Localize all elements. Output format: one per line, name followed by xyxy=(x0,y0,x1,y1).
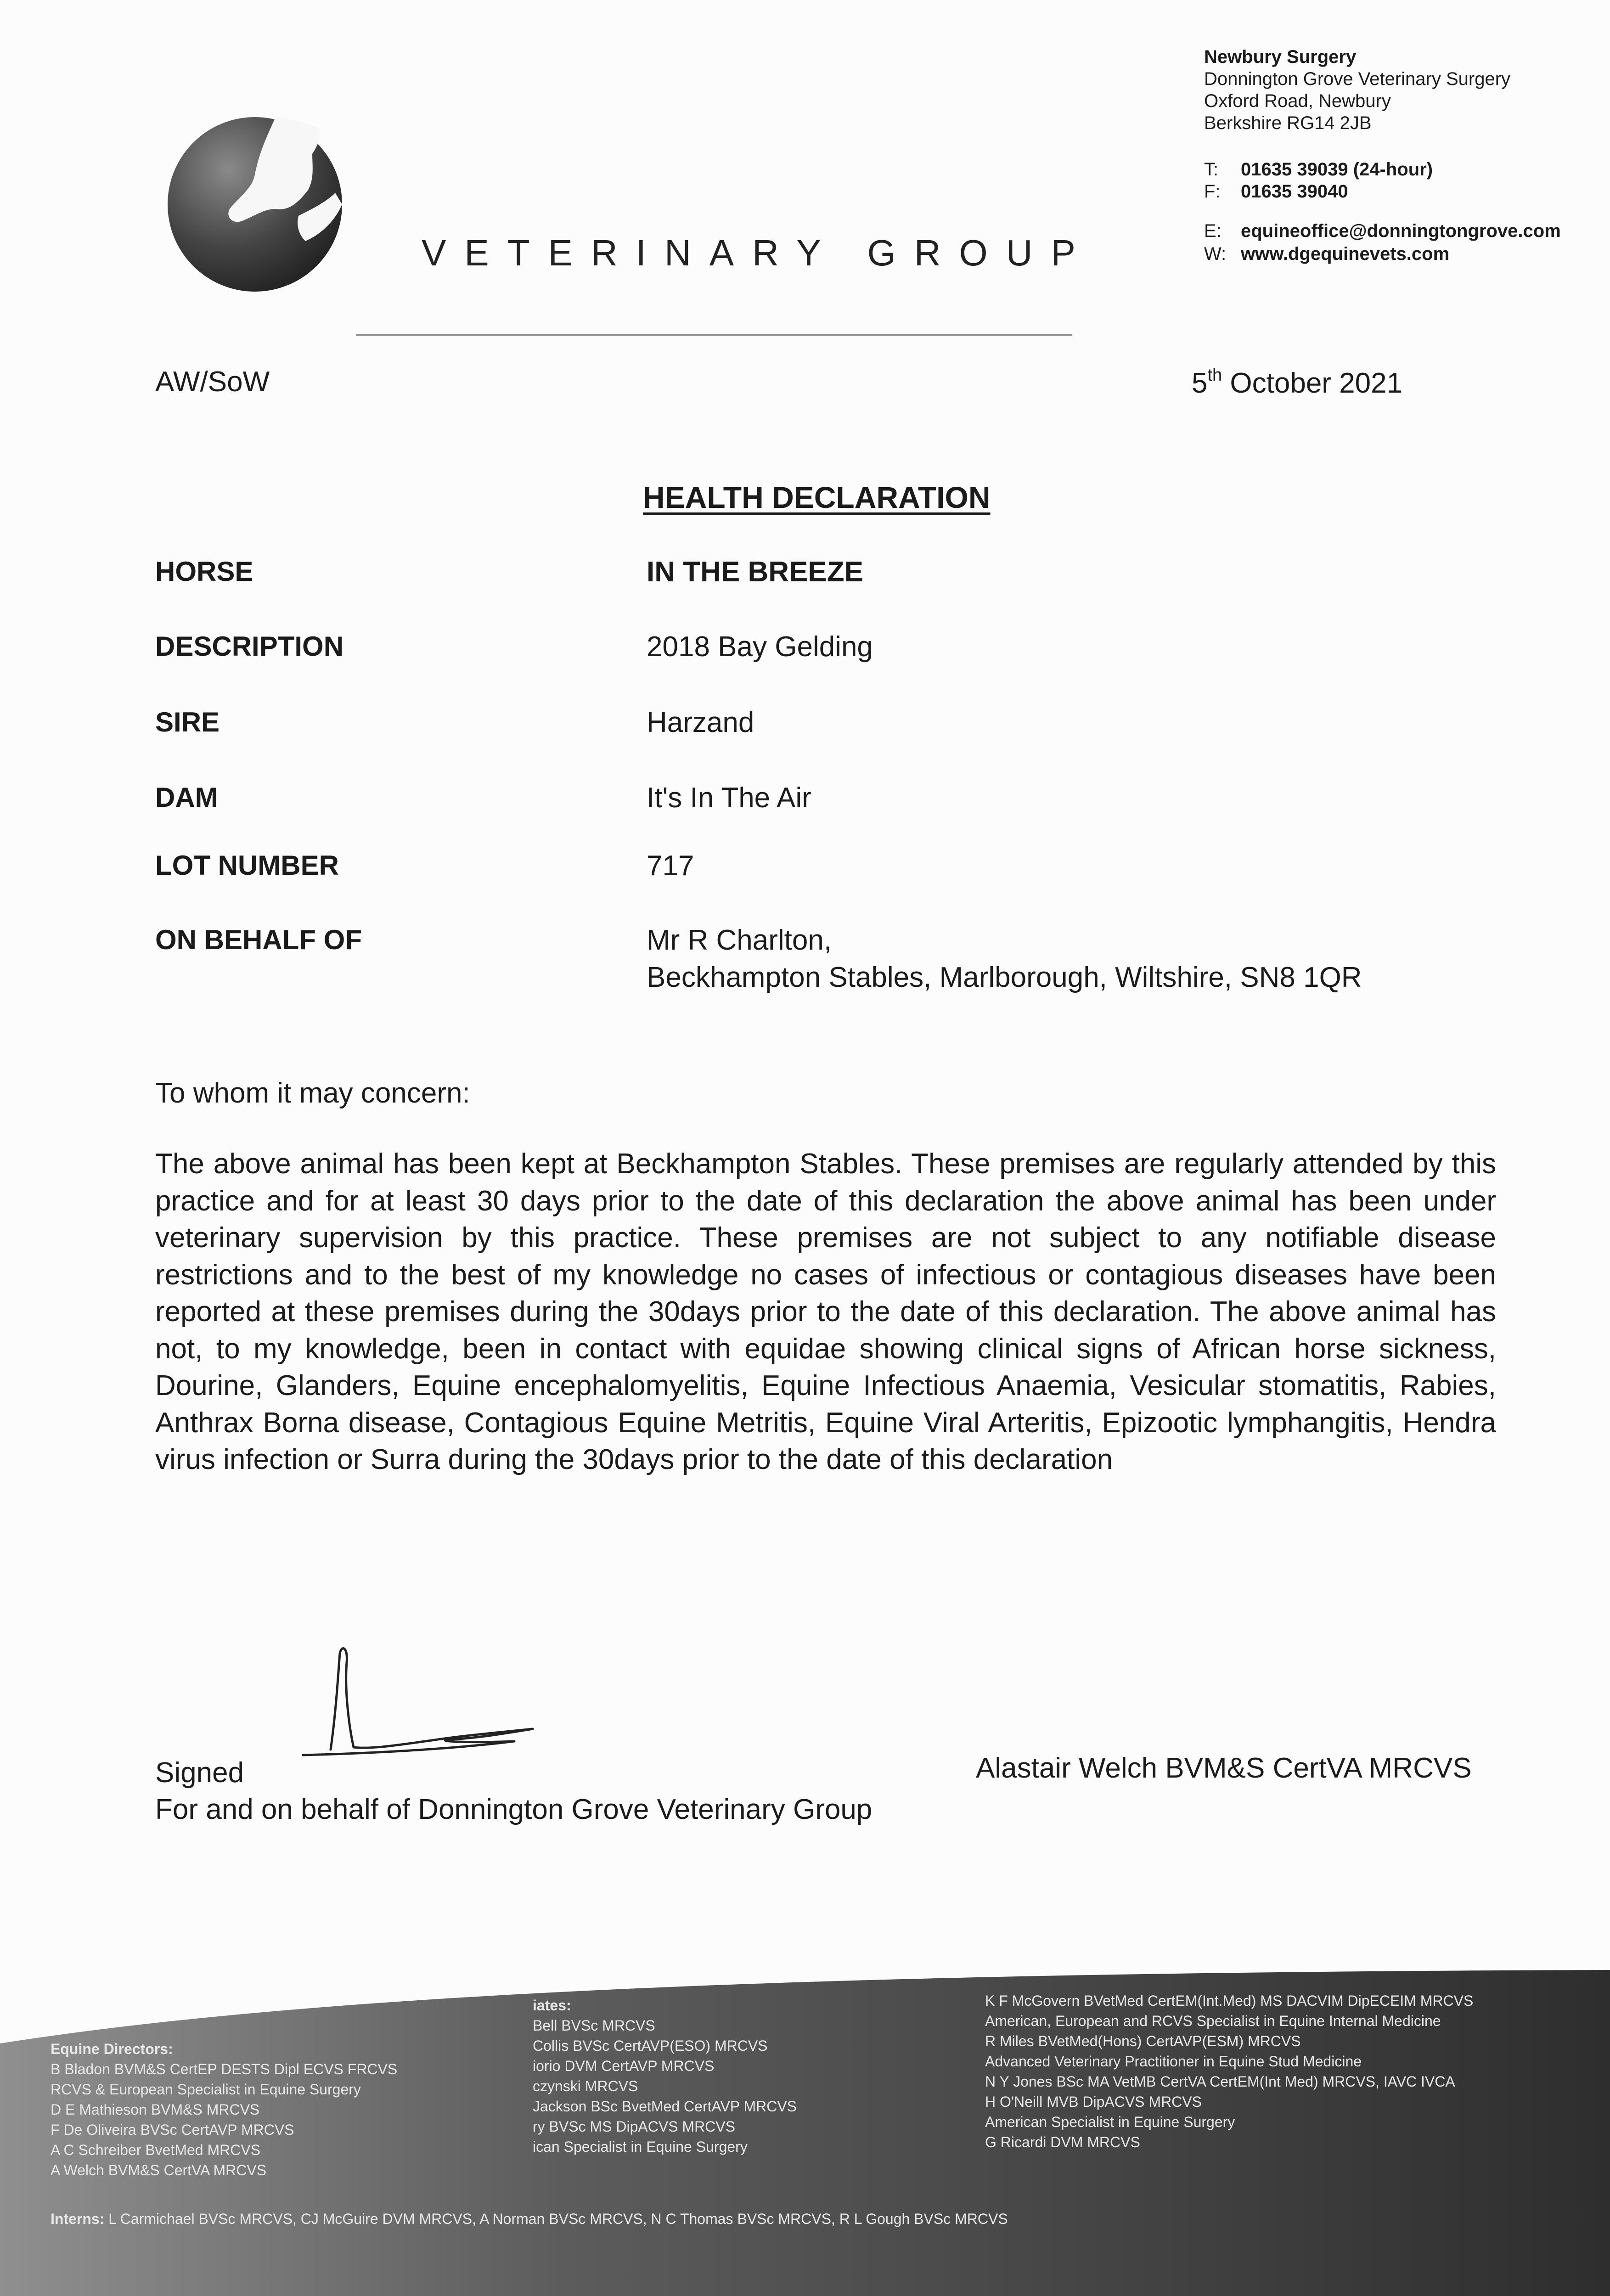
associate-line: Bell BVSc MRCVS xyxy=(533,2017,655,2034)
email-address: equineoffice@donningtongrove.com xyxy=(1241,221,1561,241)
greeting: To whom it may concern: xyxy=(155,1077,470,1109)
web-label: W: xyxy=(1204,244,1227,264)
associate-line: ican Specialist in Equine Surgery xyxy=(533,2138,748,2155)
group-name: VETERINARY GROUP xyxy=(422,232,1094,273)
director-line: A C Schreiber BvetMed MRCVS xyxy=(51,2142,261,2158)
letter-date: 5th October 2021 xyxy=(1192,366,1403,399)
footer-associates xyxy=(533,1995,797,2157)
associates-title: iates: xyxy=(533,1997,571,2014)
consultant-line: G Ricardi DVM MRCVS xyxy=(985,2134,1140,2150)
field-value-sire: Harzand xyxy=(647,707,754,738)
associate-line: Jackson BSc BvetMed CertAVP MRCVS xyxy=(533,2098,797,2115)
document-title: HEALTH DECLARATION xyxy=(643,480,991,514)
field-label-sire: SIRE xyxy=(155,707,220,737)
consultant-line: American Specialist in Equine Surgery xyxy=(985,2114,1235,2130)
footer-consultants xyxy=(985,1991,1473,2152)
signer-name: Alastair Welch BVM&S CertVA MRCVS xyxy=(976,1752,1472,1784)
field-label-lot-number: LOT NUMBER xyxy=(155,850,339,881)
letter-reference: AW/SoW xyxy=(155,366,270,398)
email-label: E: xyxy=(1204,221,1222,241)
field-value-on-behalf-of: Mr R Charlton, xyxy=(647,924,832,956)
address-line: Donnington Grove Veterinary Surgery xyxy=(1204,69,1511,89)
address-line: Oxford Road, Newbury xyxy=(1204,91,1391,111)
interns-list: L Carmichael BVSc MRCVS, CJ McGuire DVM MRCVS, A Norman BVSc MRCVS, N C Thomas BVSc MRCVS, R L Gough BVSc MRCVS xyxy=(104,2211,1008,2227)
director-line: B Bladon BVM&S CertEP DESTS Dipl ECVS FRCVS xyxy=(51,2061,398,2077)
director-line: F De Oliveira BVSc CertAVP MRCVS xyxy=(51,2122,294,2138)
director-line: D E Mathieson BVM&S MRCVS xyxy=(51,2101,260,2118)
consultant-line: H O'Neill MVB DipACVS MRCVS xyxy=(985,2093,1202,2110)
director-line: RCVS & European Specialist in Equine Surgery xyxy=(51,2081,361,2098)
website: www.dgequinevets.com xyxy=(1241,244,1450,264)
field-value-description: 2018 Bay Gelding xyxy=(647,631,873,663)
handwritten-signature xyxy=(294,1635,551,1773)
contact-phone-fax xyxy=(1204,158,1433,203)
on-behalf-line: For and on behalf of Donnington Grove Veterinary Group xyxy=(155,1794,873,1825)
fax-number: 01635 39040 xyxy=(1241,181,1348,202)
address-line: Berkshire RG14 2JB xyxy=(1204,113,1372,133)
consultant-line: R Miles BVetMed(Hons) CertAVP(ESM) MRCVS xyxy=(985,2033,1301,2049)
field-value-on-behalf-of-address: Beckhampton Stables, Marlborough, Wiltshire, SN8 1QR xyxy=(647,962,1362,993)
phone-label: T: xyxy=(1204,159,1219,180)
consultant-line: American, European and RCVS Specialist in Equine Internal Medicine xyxy=(985,2013,1441,2029)
consultant-line: Advanced Veterinary Practitioner in Equine Stud Medicine xyxy=(985,2053,1362,2070)
consultant-line: K F McGovern BVetMed CertEM(Int.Med) MS DACVIM DipECEIM MRCVS xyxy=(985,1992,1474,2009)
director-line: A Welch BVM&S CertVA MRCVS xyxy=(51,2162,267,2178)
footer-directors xyxy=(51,2039,397,2180)
associate-line: Collis BVSc CertAVP(ESO) MRCVS xyxy=(533,2037,768,2054)
field-value-lot-number: 717 xyxy=(647,850,694,882)
consultant-line: N Y Jones BSc MA VetMB CertVA CertEM(Int Med) MRCVS, IAVC IVCA xyxy=(985,2073,1455,2090)
field-label-dam: DAM xyxy=(155,782,218,813)
associate-line: iorio DVM CertAVP MRCVS xyxy=(533,2058,715,2074)
associate-line: czynski MRCVS xyxy=(533,2078,638,2094)
horse-logo-icon xyxy=(161,110,354,294)
contact-email-web xyxy=(1204,219,1561,265)
field-label-horse: HORSE xyxy=(155,556,253,587)
signed-label: Signed xyxy=(155,1757,244,1789)
field-value-dam: It's In The Air xyxy=(647,782,811,814)
interns-label: Interns: xyxy=(51,2211,105,2227)
field-value-horse: IN THE BREEZE xyxy=(647,556,863,588)
surgery-address xyxy=(1204,46,1510,134)
declaration-body: The above animal has been kept at Beckhampton Stables. These premises are regularly attended by this practice and for at least 30 days prior to the date of this declaration the above animal has been under veterinary supervision by this practice. These premises are not subject to any notifiable disease restrictions and to the best of my knowledge no cases of infectious or contagious diseases have been reported at these premises during the 30days prior to the date of this declaration. The above animal has not, to my knowledge, been in contact with equidae showing clinical signs of African horse sickness, Dourine, Glanders, Equine encephalomyelitis, Equine Infectious Anaemia, Vesicular stomatitis, Rabies, Anthrax Borna disease, Contagious Equine Metritis, Equine Viral Arteritis, Epizootic lymphangitis, Hendra virus infection or Surra during the 30days prior to the date of this declaration xyxy=(155,1148,1496,1475)
phone-number: 01635 39039 (24-hour) xyxy=(1241,159,1433,180)
fax-label: F: xyxy=(1204,181,1221,202)
footer-interns xyxy=(51,2209,1008,2229)
associate-line: ry BVSc MS DipACVS MRCVS xyxy=(533,2118,735,2135)
field-label-on-behalf-of: ON BEHALF OF xyxy=(155,924,362,955)
header-divider xyxy=(356,334,1072,336)
surgery-name: Newbury Surgery xyxy=(1204,47,1357,67)
directors-title: Equine Directors: xyxy=(51,2041,173,2057)
field-label-description: DESCRIPTION xyxy=(155,631,344,662)
